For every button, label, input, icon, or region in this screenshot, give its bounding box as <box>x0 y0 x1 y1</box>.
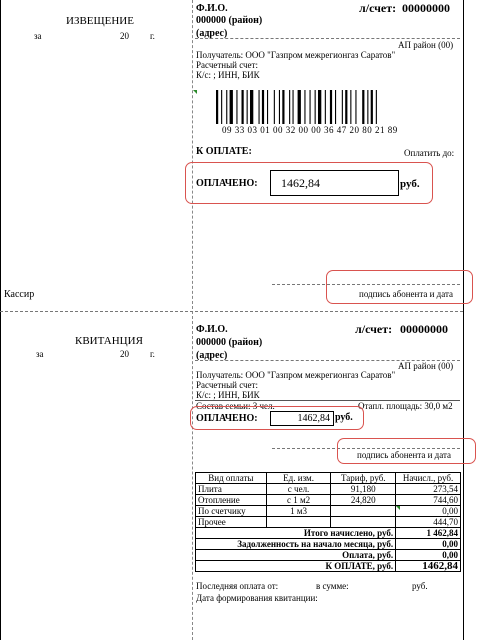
payment-value: 0,00 <box>396 550 461 561</box>
account-label: л/счет: <box>359 1 397 15</box>
table-cell <box>331 506 396 517</box>
debt-row <box>196 539 461 550</box>
account-number: 00000000 <box>402 1 450 15</box>
cashier-label: Кассир <box>4 289 35 300</box>
table-header: Ед. изм. <box>266 473 331 484</box>
ap-rayon: АП район (00) <box>398 40 454 50</box>
to-pay-row <box>196 561 461 572</box>
recipient-line: Получатель: ООО "Газпром межрегионгаз Саратов" <box>196 50 396 60</box>
barcode <box>216 90 436 124</box>
pay-until-label: Оплатить до: <box>404 148 455 158</box>
za-label-2: за <box>36 349 44 359</box>
last-payment-label: Последняя оплата от: <box>196 581 279 591</box>
table-cell: 1 м3 <box>266 506 331 517</box>
table-row <box>196 506 461 517</box>
recipient-line-2: Получатель: ООО "Газпром межрегионгаз Саратов" <box>196 370 396 380</box>
district-line: 000000 (район) <box>196 15 263 26</box>
payment-label: Оплата, руб. <box>196 550 396 561</box>
family-line: Состав семьи: 3 чел. <box>196 401 275 411</box>
g-label-2: г. <box>150 349 155 359</box>
table-cell: с 1 м2 <box>266 495 331 506</box>
table-header-row <box>196 473 461 484</box>
table-header: Вид оплаты <box>196 473 267 484</box>
fio-label: Ф.И.О. <box>196 3 228 14</box>
table-row <box>196 517 461 528</box>
total-row <box>196 528 461 539</box>
signature-highlight-annotation-2 <box>337 438 476 464</box>
signature-highlight-annotation <box>326 270 473 304</box>
right-border <box>463 0 464 640</box>
g-label: г. <box>150 31 155 41</box>
fio-label-2: Ф.И.О. <box>196 324 228 335</box>
rub-label: руб. <box>400 178 420 190</box>
table-cell <box>396 506 461 517</box>
account-line-2: Расчетный счет: <box>196 380 258 390</box>
paid-amount-value: 1462,84 <box>281 176 320 190</box>
bank-line: К/с: ; ИНН, БИК <box>196 70 260 80</box>
payment-table <box>195 472 461 572</box>
table-cell-value: 0,00 <box>442 506 458 516</box>
table-cell: 273,54 <box>396 484 461 495</box>
district-line-2: 000000 (район) <box>196 337 263 348</box>
paid-label: ОПЛАЧЕНО: <box>196 178 258 189</box>
notice-title: ИЗВЕЩЕНИЕ <box>66 15 134 27</box>
table-cell: Отопление <box>196 495 267 506</box>
table-cell: 744,60 <box>396 495 461 506</box>
table-cell: 444,70 <box>396 517 461 528</box>
account-line: Расчетный счет: <box>196 60 258 70</box>
bank-line-2: К/с: ; ИНН, БИК <box>196 390 260 400</box>
year-label: 20 <box>120 31 129 41</box>
to-pay-label: К ОПЛАТЕ: <box>196 146 252 157</box>
year-label-2: 20 <box>120 349 129 359</box>
account-label-2: л/счет: <box>355 322 393 336</box>
signature-caption-2: подпись абонента и дата <box>357 450 452 460</box>
total-value: 1 462,84 <box>396 528 461 539</box>
table-row <box>196 495 461 506</box>
formed-date-label: Дата формирования квитанции: <box>196 593 318 603</box>
table-header: Начисл., руб. <box>396 473 461 484</box>
table-cell: 24,820 <box>331 495 396 506</box>
receipt-title: КВИТАНЦИЯ <box>75 335 143 347</box>
to-pay-total-value: 1462,84 <box>396 561 461 572</box>
left-border <box>0 0 1 640</box>
ap-rayon-2: АП район (00) <box>398 361 454 371</box>
debt-value: 0,00 <box>396 539 461 550</box>
address-line-2: (адрес) <box>196 350 228 361</box>
green-corner-icon <box>193 90 197 94</box>
table-cell: 91,180 <box>331 484 396 495</box>
debt-label: Задолженность на начало месяца, руб. <box>196 539 396 550</box>
vertical-divider <box>192 0 193 640</box>
payment-row <box>196 550 461 561</box>
rub-short-label: руб. <box>412 581 428 591</box>
table-cell: Плита <box>196 484 267 495</box>
table-cell: По счетчику <box>196 506 267 517</box>
za-label: за <box>34 31 42 41</box>
cut-line <box>0 311 463 312</box>
green-corner-icon <box>396 506 400 510</box>
table-header: Тариф, руб. <box>331 473 396 484</box>
barcode-digits: 09 33 03 01 00 32 00 00 36 47 20 80 21 89 <box>222 125 398 135</box>
table-cell: с чел. <box>266 484 331 495</box>
in-sum-label: в сумме: <box>316 581 349 591</box>
account-number-2: 00000000 <box>400 322 448 336</box>
table-cell <box>266 517 331 528</box>
table-row <box>196 484 461 495</box>
paid-amount-value-2: 1462,84 <box>297 413 330 424</box>
separator <box>195 38 460 39</box>
table-cell: Прочее <box>196 517 267 528</box>
paid-highlight-annotation-2 <box>190 406 364 430</box>
table-cell <box>331 517 396 528</box>
to-pay-total-label: К ОПЛАТЕ, руб. <box>196 561 396 572</box>
total-label: Итого начислено, руб. <box>196 528 396 539</box>
paid-label-2: ОПЛАЧЕНО: <box>196 413 258 424</box>
paid-highlight-annotation <box>185 162 433 204</box>
address-line: (адрес) <box>196 28 228 39</box>
rub-label-2: руб. <box>335 412 353 423</box>
signature-caption: подпись абонента и дата <box>359 289 454 299</box>
area-line: Отапл. площадь: 30,0 м2 <box>358 401 453 411</box>
